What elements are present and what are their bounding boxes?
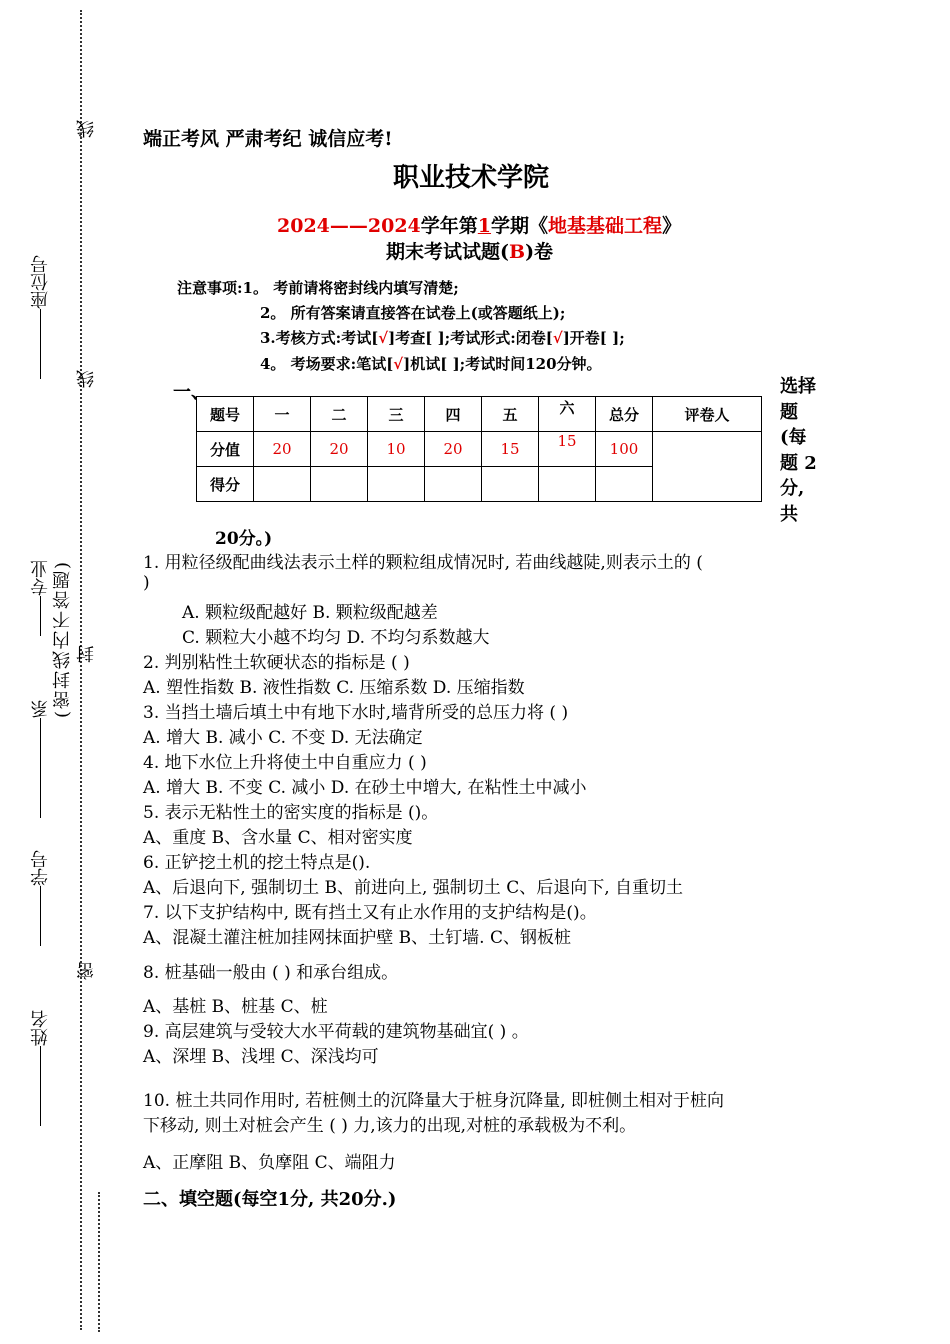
table-header-cell: 总分 bbox=[596, 397, 653, 432]
table-header-cell: 二 bbox=[311, 397, 368, 432]
question-line: 9. 高层建筑与受较大水平荷载的建筑物基础宜( ) 。 bbox=[143, 1022, 529, 1042]
side-no-answer-note: (密封线内不答题) bbox=[52, 560, 73, 719]
slogan: 端正考风 严肃考纪 诚信应考! bbox=[143, 128, 393, 150]
option-line: A、重度 B、含水量 C、相对密实度 bbox=[143, 828, 413, 848]
score-table bbox=[196, 396, 762, 502]
table-header-cell: 题号 bbox=[197, 397, 254, 432]
section1-title-tail: 20分。) bbox=[215, 529, 273, 549]
table-row-label: 分值 bbox=[197, 432, 254, 467]
score-input-cell[interactable] bbox=[254, 467, 311, 502]
table-cell: 20 bbox=[311, 432, 368, 467]
table-cell: 15 bbox=[539, 432, 596, 467]
college-title: 职业技术学院 bbox=[393, 163, 550, 193]
question-line: 2. 判别粘性土软硬状态的指标是 ( ) bbox=[143, 653, 410, 673]
table-cell: 20 bbox=[254, 432, 311, 467]
binding-dotted-line-lower bbox=[98, 1192, 100, 1332]
question-line: 4. 地下水位上升将使土中自重应力 ( ) bbox=[143, 753, 427, 773]
score-input-cell[interactable] bbox=[425, 467, 482, 502]
question-line: 7. 以下支护结构中, 既有挡土又有止水作用的支护结构是()。 bbox=[143, 903, 597, 923]
side-name-label: 姓名 bbox=[28, 1010, 54, 1126]
score-input-cell[interactable] bbox=[596, 467, 653, 502]
section1-number: 一、 bbox=[173, 382, 209, 403]
section1-title-wrap: 选择 题 (每 题 2 分, 共 bbox=[780, 376, 817, 525]
option-line: A、深埋 B、浅埋 C、深浅均可 bbox=[143, 1047, 379, 1067]
option-line: C. 颗粒大小越不均匀 D. 不均匀系数越大 bbox=[182, 628, 490, 648]
binding-dotted-line-upper bbox=[80, 10, 82, 1330]
question-line: 3. 当挡土墙后填土中有地下水时,墙背所受的总压力将 ( ) bbox=[143, 703, 569, 723]
side-mi: 密 bbox=[76, 962, 97, 980]
table-cell: 20 bbox=[425, 432, 482, 467]
option-line: A. 增大 B. 减小 C. 不变 D. 无法确定 bbox=[143, 728, 423, 748]
question-line: 5. 表示无粘性土的密实度的指标是 ()。 bbox=[143, 803, 439, 823]
section2-title: 二、填空题(每空1分, 共20分.) bbox=[143, 1189, 397, 1210]
question-line: 6. 正铲挖土机的挖土特点是(). bbox=[143, 853, 371, 873]
question-line: ) bbox=[143, 573, 150, 593]
question-line: 下移动, 则土对桩会产生 ( ) 力,该力的出现,对桩的承载极为不利。 bbox=[143, 1116, 637, 1136]
exam-title: 期末考试试题(B)卷 bbox=[386, 241, 554, 263]
note-3: 3.考核方式:考试[√]考查[ ];考试形式:闭卷[√]开卷[ ]; bbox=[260, 329, 625, 347]
score-input-cell[interactable] bbox=[311, 467, 368, 502]
table-header-cell: 六 bbox=[539, 397, 596, 432]
grader-cell[interactable] bbox=[653, 432, 762, 502]
score-table-header-row bbox=[197, 397, 762, 432]
note-2: 2。 所有答案请直接答在试卷上(或答题纸上); bbox=[260, 304, 566, 322]
score-input-cell[interactable] bbox=[368, 467, 425, 502]
side-dept-label: 系 bbox=[28, 700, 54, 818]
table-header-cell: 评卷人 bbox=[653, 397, 762, 432]
question-line: 10. 桩土共同作用时, 若桩侧土的沉降量大于桩身沉降量, 即桩侧土相对于桩向 bbox=[143, 1091, 725, 1111]
table-header-cell: 三 bbox=[368, 397, 425, 432]
score-input-cell[interactable] bbox=[539, 467, 596, 502]
table-cell: 15 bbox=[482, 432, 539, 467]
score-input-cell[interactable] bbox=[482, 467, 539, 502]
table-cell: 10 bbox=[368, 432, 425, 467]
side-feng: 封 bbox=[76, 645, 97, 663]
option-line: A、正摩阻 B、负摩阻 C、端阻力 bbox=[143, 1153, 396, 1173]
option-line: A、基桩 B、桩基 C、桩 bbox=[143, 997, 328, 1017]
option-line: A、混凝土灌注桩加挂网抹面护壁 B、土钉墙. C、钢板桩 bbox=[143, 928, 571, 948]
table-cell: 100 bbox=[596, 432, 653, 467]
score-table-value-row bbox=[197, 432, 762, 467]
table-header-cell: 一 bbox=[254, 397, 311, 432]
table-row-label: 得分 bbox=[197, 467, 254, 502]
side-xian-top: 线 bbox=[76, 120, 97, 138]
option-line: A. 增大 B. 不变 C. 减小 D. 在砂土中增大, 在粘性土中减小 bbox=[143, 778, 587, 798]
option-line: A. 塑性指数 B. 液性指数 C. 压缩系数 D. 压缩指数 bbox=[143, 678, 525, 698]
option-line: A. 颗粒级配越好 B. 颗粒级配越差 bbox=[182, 603, 438, 623]
note-4: 4。 考场要求:笔试[√]机试[ ];考试时间120分钟。 bbox=[260, 355, 602, 373]
side-xian-mid: 线 bbox=[76, 370, 97, 388]
side-student-id-label: 学号 bbox=[28, 850, 54, 946]
question-line: 8. 桩基础一般由 ( ) 和承台组成。 bbox=[143, 963, 399, 983]
side-seat-label: 座位号 bbox=[28, 255, 54, 379]
table-header-cell: 四 bbox=[425, 397, 482, 432]
note-1: 注意事项:1。 考前请将密封线内填写清楚; bbox=[177, 279, 459, 297]
side-major-label: 专业 bbox=[28, 560, 54, 636]
option-line: A、后退向下, 强制切土 B、前进向上, 强制切土 C、后退向下, 自重切土 bbox=[143, 878, 684, 898]
term-line: 2024——2024学年第1学期《地基基础工程》 bbox=[277, 215, 682, 237]
table-header-cell: 五 bbox=[482, 397, 539, 432]
question-line: 1. 用粒径级配曲线法表示土样的颗粒组成情况时, 若曲线越陡,则表示土的 ( bbox=[143, 553, 703, 573]
